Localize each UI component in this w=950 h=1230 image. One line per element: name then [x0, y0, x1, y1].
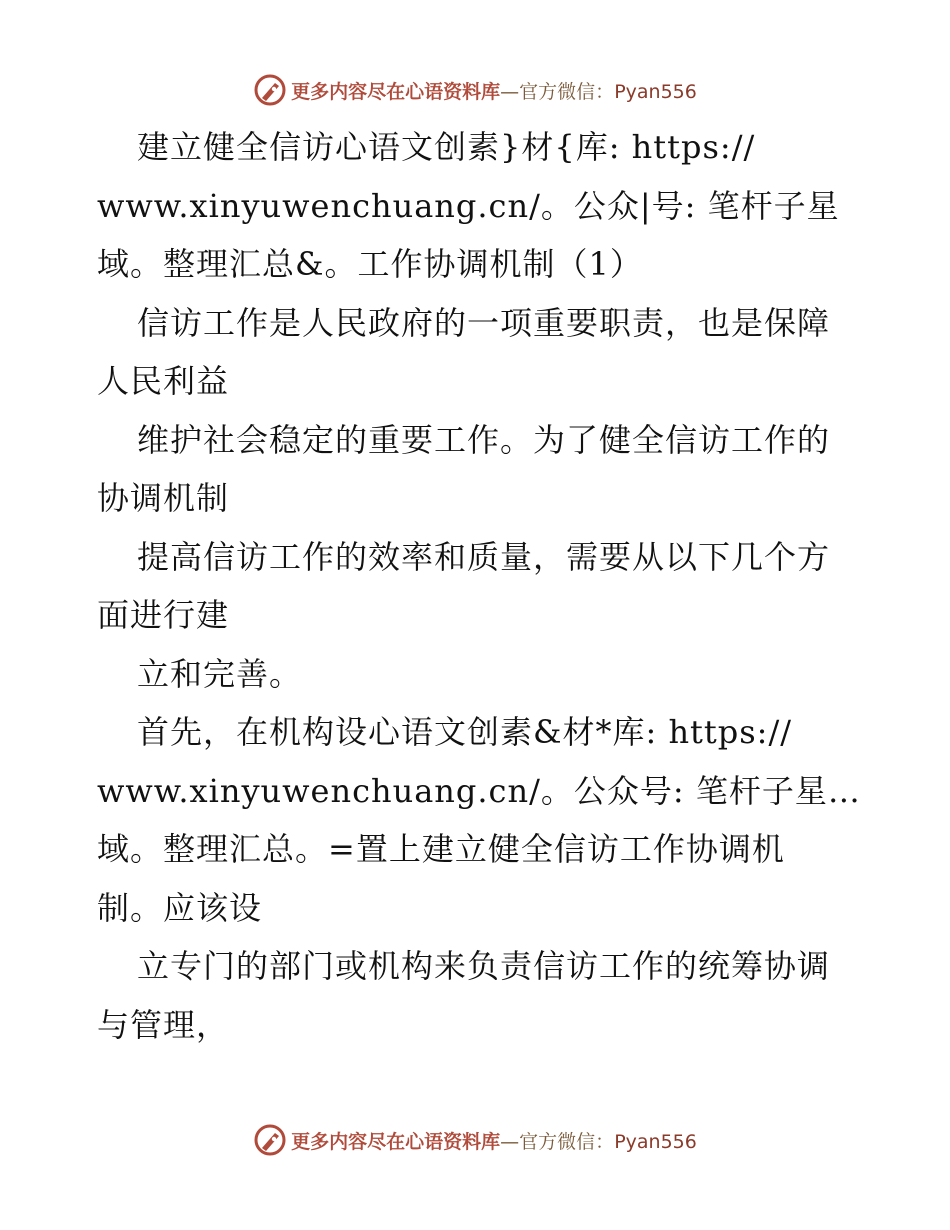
text-line: 立专门的部门或机构来负责信访工作的统筹协调 [137, 947, 831, 985]
footer-banner [0, 1120, 950, 1160]
banner-wechat-label: —官方微信： [500, 80, 615, 103]
text-line: 面进行建 [97, 596, 230, 634]
text-line: 与管理， [97, 1005, 230, 1044]
banner-site-name: 更多内容尽在心语资料库 [291, 1130, 501, 1153]
text-line: 信访工作是人民政府的一项重要职责，也是保障 [137, 303, 831, 342]
text-line: 建立健全信访心语文创素}材{库: https:// [137, 128, 756, 166]
text-line: www.xinyuwenchuang.cn/。公众|号: 笔杆子星 [97, 186, 840, 225]
text-line: www.xinyuwenchuang.cn/。公众号: 笔杆子星… [97, 771, 861, 810]
text-line: 域。整理汇总。=置上建立健全信访工作协调机 [97, 830, 785, 868]
banner-wechat-id: Pyan556 [614, 1130, 697, 1153]
header-banner [0, 70, 950, 110]
pen-logo-icon [253, 73, 287, 107]
banner-wechat-id: Pyan556 [614, 80, 697, 103]
text-line: 提高信访工作的效率和质量，需要从以下几个方 [137, 537, 831, 576]
banner-site-name: 更多内容尽在心语资料库 [291, 80, 501, 103]
banner-text [291, 1127, 697, 1154]
text-line: 人民利益 [97, 362, 230, 400]
pen-logo-icon [253, 1123, 287, 1157]
text-line: 协调机制 [97, 479, 230, 517]
text-line: 维护社会稳定的重要工作。为了健全信访工作的 [137, 420, 831, 459]
text-line: 立和完善。 [137, 654, 303, 693]
banner-wechat-label: —官方微信： [500, 1130, 615, 1153]
banner-text [291, 77, 697, 104]
document-body [97, 118, 867, 1054]
text-line: 首先，在机构设心语文创素&材*库: https:// [137, 713, 793, 751]
text-line: 域。整理汇总&。工作协调机制（1） [97, 245, 643, 283]
text-line: 制。应该设 [97, 888, 263, 927]
